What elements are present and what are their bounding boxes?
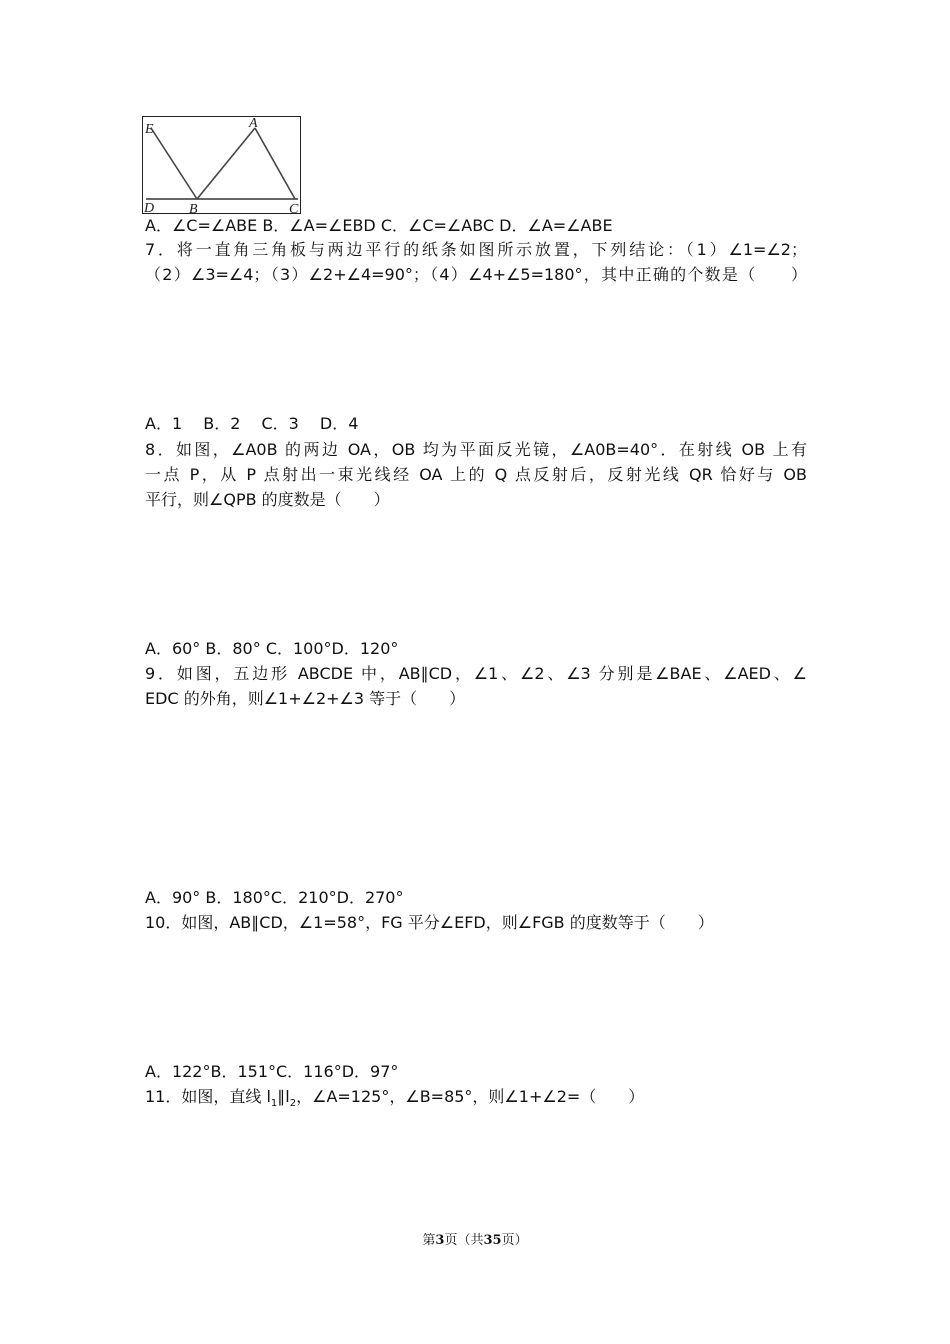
q7-options: A．1 B．2 C．3 D．4	[145, 414, 359, 433]
label-D: D	[144, 201, 155, 214]
footer-total-pages: 35	[483, 1233, 502, 1248]
q9-line1: 9．如图，五边形 ABCDE 中，AB∥CD，∠1、∠2、∠3 分别是∠BAE、∠AED、∠	[145, 664, 807, 683]
q11-sub2: 2	[289, 1098, 297, 1110]
label-B: B	[189, 202, 198, 214]
q7-line1: 7．将一直角三角板与两边平行的纸条如图所示放置，下列结论：（1）∠1=∠2；	[145, 240, 807, 259]
page-footer	[0, 1232, 950, 1250]
footer-post: 页）	[501, 1233, 528, 1248]
q9-line2: EDC 的外角，则∠1+∠2+∠3 等于（ ）	[145, 689, 466, 708]
label-E: E	[145, 122, 154, 137]
q11-suffix: ，∠A=125°，∠B=85°，则∠1+∠2=（ ）	[296, 1087, 645, 1106]
label-A: A	[249, 116, 258, 131]
line-EB	[151, 128, 197, 199]
q10-options: A．122°B．151°C．116°D．97°	[145, 1062, 399, 1081]
q11-mid: ∥l	[277, 1087, 290, 1106]
footer-pre: 第	[422, 1233, 436, 1248]
line-AC	[255, 128, 295, 199]
q7-line2: （2）∠3=∠4；（3）∠2+∠4=90°；（4）∠4+∠5=180°，其中正确的个数是（ ）	[145, 265, 807, 284]
q11-prefix: 11．如图，直线 l	[145, 1087, 271, 1106]
q8-line2: 一点 P，从 P 点射出一束光线经 OA 上的 Q 点反射后，反射光线 QR 恰好与 OB	[145, 465, 807, 484]
label-C: C	[289, 202, 299, 214]
q8-line3: 平行，则∠QPB 的度数是（ ）	[145, 490, 390, 509]
q9-options: A．90° B．180°C．210°D．270°	[145, 888, 404, 907]
line-BA	[197, 128, 255, 199]
q8-line1: 8．如图，∠A0B 的两边 OA，OB 均为平面反光镜，∠A0B=40°．在射线 OB 上有	[145, 440, 807, 459]
q6-options: A．∠C=∠ABE B．∠A=∠EBD C．∠C=∠ABC D．∠A=∠ABE	[145, 216, 613, 235]
footer-mid: 页（共	[444, 1233, 484, 1248]
geometry-figure	[142, 116, 301, 214]
q11-line1	[145, 1087, 645, 1110]
q11-sub1: 1	[270, 1098, 278, 1110]
q8-options: A．60° B．80° C．100°D．120°	[145, 639, 399, 658]
q10-line1: 10．如图，AB∥CD，∠1=58°，FG 平分∠EFD，则∠FGB 的度数等于（ ）	[145, 913, 714, 932]
footer-page-number: 3	[435, 1233, 445, 1248]
